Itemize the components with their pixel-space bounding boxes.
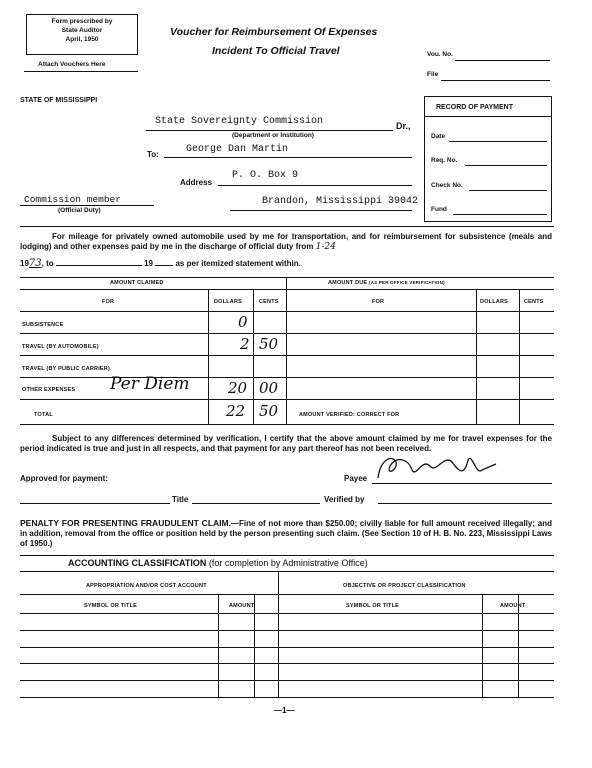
form-prescribed-text — [26, 17, 138, 44]
title-label: Title — [172, 495, 189, 504]
row-travel-auto-label: TRAVEL (BY AUTOMOBILE) — [22, 344, 99, 350]
row-subsistence-dollars: 0 — [238, 313, 248, 331]
row-other-desc: Per Diem — [110, 374, 190, 394]
form-subtitle: Incident To Official Travel — [212, 45, 340, 57]
form-prescribed-line: Form prescribed by — [51, 18, 113, 25]
page-number: —1— — [274, 706, 295, 715]
approved-label: Approved for payment: — [20, 474, 109, 483]
to-word: , to — [41, 259, 54, 268]
form-prescribed-line: April, 1950 — [65, 36, 99, 43]
penalty-text: —Fine of not more than $250.00; civilly liable for full amount received illegally; and in addition, removal from the office or position held by the person presenting such claim. (See Section 10 of H. B. No. 223, Mississippi Laws of 1950.) — [20, 519, 552, 548]
accounting-title — [68, 558, 368, 568]
amount-claimed-title: AMOUNT CLAIMED — [110, 280, 164, 286]
certification-text: Subject to any differences determined by verification, I certify that the above amount claimed by me for travel expenses for the period indicated is true and just in all respects, and that payment for any part thereof has not been received. — [20, 434, 552, 453]
penalty-notice — [20, 518, 552, 549]
row-other-label: OTHER EXPENSES — [22, 387, 76, 393]
record-fund-label: Fund — [431, 206, 447, 213]
year2: 19 — [144, 259, 154, 268]
amount-verified-label: AMOUNT VERIFIED: CORRECT FOR — [299, 412, 400, 418]
row-total-cents: 50 — [259, 402, 279, 420]
mileage-statement — [20, 232, 552, 252]
right-col-amount: AMOUNT — [500, 603, 526, 609]
vou-no-label: Vou. No. — [427, 51, 453, 58]
appropriation-head: APPROPRIATION AND/OR COST ACCOUNT — [86, 583, 207, 589]
record-req-label: Req. No. — [431, 157, 458, 164]
address-line1: P. O. Box 9 — [232, 170, 299, 181]
date-line — [20, 258, 301, 269]
payee-label: Payee — [344, 474, 368, 483]
department-caption: (Department or Institution) — [232, 132, 314, 139]
record-check-label: Check No. — [431, 182, 463, 189]
row-total-label: TOTAL — [34, 412, 53, 418]
from-date: 1-24 — [315, 242, 336, 252]
payee-name: George Dan Martin — [186, 144, 289, 155]
due-col-for: FOR — [372, 299, 385, 305]
due-col-dollars: DOLLARS — [480, 299, 508, 305]
due-col-cents: CENTS — [524, 299, 544, 305]
row-other-cents: 00 — [259, 379, 279, 397]
row-travel-auto-cents: 50 — [259, 335, 279, 353]
record-of-payment-title: RECORD OF PAYMENT — [436, 104, 514, 111]
penalty-heading: PENALTY FOR PRESENTING FRAUDULENT CLAIM. — [20, 518, 231, 528]
address-line2: Brandon, Mississippi 39042 — [262, 196, 419, 207]
year-hand: 73 — [28, 258, 42, 269]
row-subsistence-label: SUBSISTENCE — [22, 322, 64, 328]
claimed-col-for: FOR — [102, 299, 115, 305]
official-duty-caption: (Official Duty) — [58, 207, 101, 214]
row-total-dollars: 22 — [226, 402, 246, 420]
record-date-label: Date — [431, 133, 446, 140]
accounting-note: (for completion by Administrative Office) — [208, 558, 368, 568]
row-other-dollars: 20 — [228, 379, 248, 397]
amount-due-note: (AS PER OFFICE VERIFICATION) — [369, 280, 445, 285]
row-travel-auto-dollars: 2 — [240, 335, 250, 353]
dr-label: Dr., — [396, 121, 411, 131]
payee-signature — [372, 448, 504, 484]
accounting-title-text: ACCOUNTING CLASSIFICATION — [68, 558, 207, 568]
claimed-col-cents: CENTS — [259, 299, 279, 305]
right-col-symbol: SYMBOL OR TITLE — [346, 603, 400, 609]
verified-by-label: Verified by — [324, 495, 365, 504]
attach-vouchers: Attach Vouchers Here — [38, 61, 106, 68]
statement-suffix: as per itemized statement within. — [175, 259, 301, 268]
record-of-payment-box — [424, 96, 552, 222]
official-duty-value: Commission member — [24, 194, 121, 205]
left-col-symbol: SYMBOL OR TITLE — [84, 603, 138, 609]
to-label: To: — [147, 150, 159, 159]
row-travel-public-label: TRAVEL (BY PUBLIC CARRIER) — [22, 366, 111, 372]
address-label: Address — [180, 178, 213, 187]
file-label: File — [427, 71, 439, 78]
claimed-col-dollars: DOLLARS — [214, 299, 242, 305]
state-label: STATE OF MISSISSIPPI — [20, 97, 98, 104]
amount-due-title — [328, 280, 445, 286]
form-prescribed-line: State Auditor — [61, 27, 103, 34]
mileage-statement-text: For mileage for privately owned automobile used by me for transportation, and for reimbursement for subsistence (meals and lodging) and other expenses paid by me in the discharge of official duty from — [20, 232, 552, 251]
year-prefix: 19 — [20, 259, 29, 268]
amount-due-title-text: AMOUNT DUE — [328, 280, 368, 286]
form-title: Voucher for Reimbursement Of Expenses — [170, 26, 378, 38]
left-col-amount: AMOUNT — [229, 603, 255, 609]
objective-head: OBJECTIVE OR PROJECT CLASSIFICATION — [343, 583, 466, 589]
department-value: State Sovereignty Commission — [155, 116, 324, 127]
